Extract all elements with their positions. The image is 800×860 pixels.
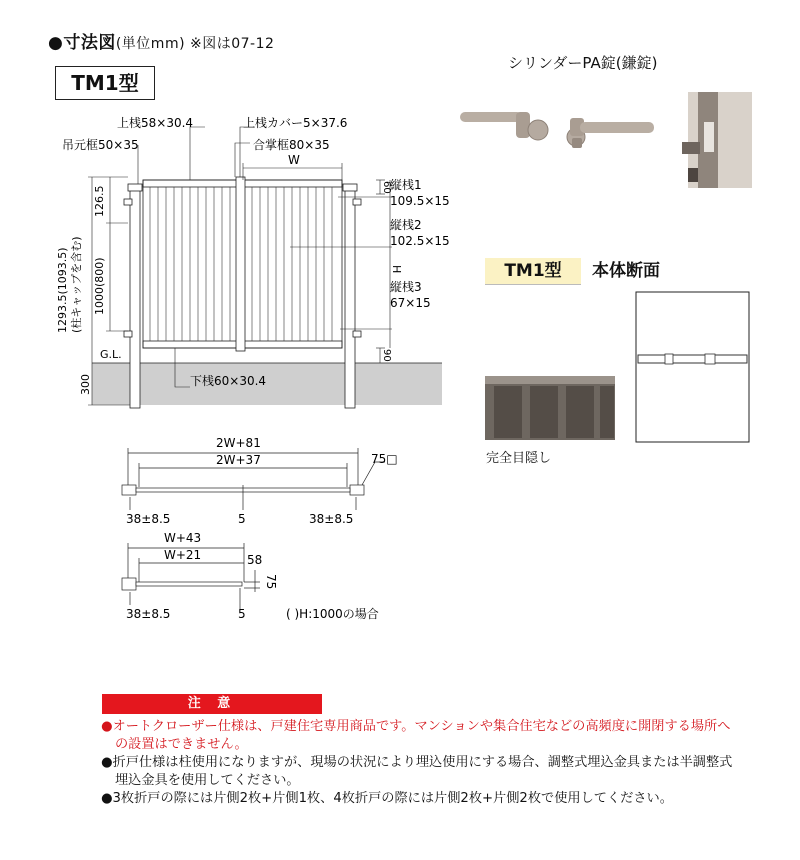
lever-handle-right-icon [567,118,654,148]
right-post-plan [350,485,364,495]
dim-1293: 1293.5(1093.5) [56,247,69,333]
dim-90: 90 [381,349,392,362]
hinge-top-right [353,199,361,205]
meeting-frame [236,177,245,351]
stile1-name: 縦桟1 [390,178,422,192]
right-post [345,190,355,408]
dim-126: 126.5 [93,185,106,217]
right-post-cap [343,184,357,191]
lock-name: シリンダーPA錠(鎌錠) [508,54,658,72]
title-text: ●寸法図 [48,33,116,53]
left-post-cap [128,184,142,191]
meeting-frame-label: 合掌框80×35 [253,138,330,152]
sickle-lock-body-icon [682,92,752,188]
stile2-size: 102.5×15 [390,234,450,248]
cross-section-drawing [480,290,760,450]
section-rail [638,355,747,363]
single-inner: W+21 [164,548,202,562]
lock-illustration [456,92,756,192]
hinge-bottom-right [353,331,361,337]
post-plan-single [122,578,136,590]
dim-75: 75 [264,574,278,590]
left-offset: 38±8.5 [126,512,171,526]
gap: 5 [238,512,246,526]
dim-300: 300 [79,374,92,395]
notice-list [101,718,741,808]
gate-plan-bar-single [136,582,242,586]
front-elevation-drawing [40,105,480,415]
stile2-name: 縦桟2 [390,218,422,232]
single-left-offset: 38±8.5 [126,607,171,621]
notice-item-3: ●3枚折戸の際には片側2枚+片側1枚、4枚折戸の際には片側2枚+片側2枚で使用してください。 [101,791,673,806]
page-title [48,28,274,53]
stile3-size: 67×15 [390,296,431,310]
section-type-label: TM1型 [485,258,581,285]
single-gap: 5 [238,607,246,621]
left-gate-leaf [143,180,238,348]
blind-slat-image [485,376,615,440]
section-title: 本体断面 [592,261,660,281]
hinge-bottom-left [124,331,132,337]
blind-label: 完全目隠し [486,451,552,466]
width-label: W [288,153,300,167]
lever-handle-left-icon [460,112,548,140]
right-offset: 38±8.5 [309,512,354,526]
left-post-plan [122,485,136,495]
hinge-top-left [124,199,132,205]
unit-note: (単位mm) ※図は07-12 [115,36,275,52]
notice-item-2: ●折戸仕様は柱使用になりますが、現場の状況により埋込使用にする場合、調整式埋込金具または半調整式埋込金具を使用してください。 [101,755,733,788]
dim-58: 58 [247,553,263,567]
left-post [130,190,140,408]
gl-label: G.L. [100,348,122,361]
hinge-frame-label: 吊元框50×35 [62,138,139,152]
height-label: H [390,265,403,274]
single-overall: W+43 [164,531,202,545]
notice-item-1: ●オートクローザー仕様は、戸建住宅専用商品です。マンションや集合住宅などの高頻度に開閉する場所への設置はできません。 [101,719,731,752]
stile3-name: 縦桟3 [390,280,422,294]
dim-60: 60 [381,181,392,194]
post-size: 75□ [371,452,398,466]
top-rail-label: 上桟58×30.4 [117,116,194,130]
right-gate-leaf [243,180,342,348]
h1000-note: ( )H:1000の場合 [286,607,379,621]
top-rail-cover-label: 上桟カバー5×37.6 [243,116,348,130]
bottom-rail-label: 下桟60×30.4 [190,374,267,388]
inner-width: 2W+37 [216,453,261,467]
dim-1000: 1000(800) [93,257,106,315]
section-frame [636,292,749,442]
overall-width: 2W+81 [216,436,261,450]
dim-cap-note: (柱キャップを含む) [70,236,83,333]
plan-view-double [100,435,420,535]
stile1-size: 109.5×15 [390,194,450,208]
plan-view-single [100,530,420,630]
ground-area [92,363,442,405]
notice-heading: 注 意 [102,694,322,714]
model-type-box: TM1型 [55,66,155,100]
